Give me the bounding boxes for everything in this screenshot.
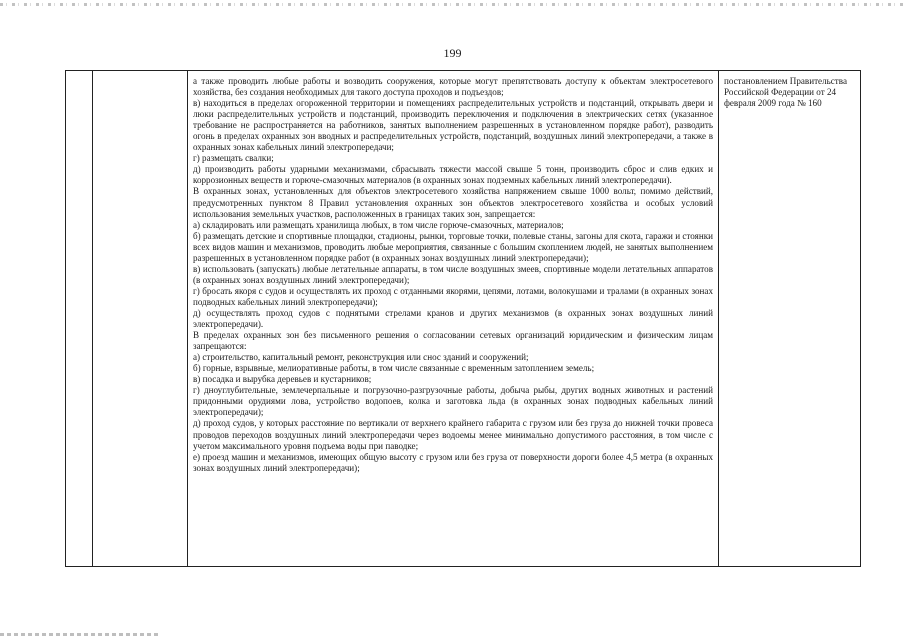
paragraph: в) использовать (запускать) любые летательные аппараты, в том числе воздушных змеев, спортивные модели летательных аппаратов (в охранных зонах воздушных линий электропередачи); — [193, 263, 713, 285]
scan-artifact-bottom — [0, 633, 160, 636]
paragraph: В пределах охранных зон без письменного решения о согласовании сетевых организаций юридическим и физическим лицам запрещаются: — [193, 330, 713, 352]
paragraph: б) размещать детские и спортивные площадки, стадионы, рынки, торговые точки, полевые станы, загоны для скота, гаражи и стоянки всех видов машин и механизмов, проводить любые мероприятия, связанные с большим скоплением людей, не занятых выполнением разрешенных в установленном порядке работ (в охранных зонах воздушных линий электропередачи); — [193, 230, 713, 263]
page-number: 199 — [443, 46, 462, 60]
paragraph: е) проезд машин и механизмов, имеющих общую высоту с грузом или без груза от поверхности дороги более 4,5 метра (в охранных зонах воздушных линий электропередачи); — [193, 451, 713, 473]
paragraph: а) складировать или размещать хранилища любых, в том числе горюче-смазочных, материалов; — [193, 219, 564, 230]
paragraph: г) размещать свалки; — [193, 153, 274, 164]
paragraph: в) посадка и вырубка деревьев и кустарников; — [193, 374, 372, 385]
column-divider — [187, 71, 188, 566]
paragraph: д) осуществлять проход судов с поднятыми стрелами кранов и других механизмов (в охранных зонах воздушных линий электропередачи). — [193, 307, 713, 330]
paragraph: а) строительство, капитальный ремонт, реконструкция или снос зданий и сооружений; — [193, 352, 529, 363]
scan-artifact-top — [0, 3, 905, 6]
paragraph: а также проводить любые работы и возводить сооружения, которые могут препятствовать доступу к объектам электросетевого хозяйства, без создания необходимых для такого доступа проходов и подъездов; — [193, 76, 713, 98]
paragraph: г) дноуглубительные, землечерпальные и погрузочно-разгрузочные работы, добыча рыбы, других водных животных и растений придонными орудиями лова, устройство водопоев, колка и заготовка льда (в охранных зонах подводных кабельных линий электропередачи); — [193, 385, 713, 418]
document-table — [65, 70, 861, 567]
requirements-text — [193, 76, 713, 474]
paragraph: д) проход судов, у которых расстояние по вертикали от верхнего крайнего габарита с грузом или без груза до нижней точки провеса проводов переходов воздушных линий электропередачи через водоемы менее минимально допустимого расстояния, в том числе с учетом максимального уровня подъема воды при паводке; — [193, 418, 713, 451]
legal-basis-cell — [724, 76, 856, 109]
paragraph: В охранных зонах, установленных для объектов электросетевого хозяйства напряжением свыше 1000 вольт, помимо действий, предусмотренных пунктом 8 Правил установления охранных зон объектов электросетевого хозяйства и особых условий использования земельных участков, расположенных в границах таких зон, запрещается: — [193, 186, 713, 219]
paragraph: г) бросать якоря с судов и осуществлять их проход с отданными якорями, цепями, лотами, волокушами и тралами (в охранных зонах подводных кабельных линий электропередачи); — [193, 285, 713, 307]
column-divider — [718, 71, 719, 566]
paragraph: б) горные, взрывные, мелиоративные работы, в том числе связанные с временным затоплением земель; — [193, 363, 595, 374]
paragraph: в) находиться в пределах огороженной территории и помещениях распределительных устройств и подстанций, открывать двери и люки распределительных устройств и подстанций, производить переключения и подключения в электрических сетях (указанное требование не распространяется на работников, занятых выполнением разрешенных в установленном порядке работ), разводить огонь в пределах охранных зон вводных и распределительных устройств, подстанций, воздушных линий электропередачи, а также в охранных зонах кабельных линий электропередачи; — [193, 98, 713, 153]
paragraph: д) производить работы ударными механизмами, сбрасывать тяжести массой свыше 5 тонн, производить сброс и слив едких и коррозионных веществ и горюче-смазочных материалов (в охранных зонах подземных кабельных линий электропередачи). — [193, 164, 713, 186]
legal-basis-text: постановлением Правительства Российской Федерации от 24 февраля 2009 года № 160 — [724, 76, 847, 109]
column-divider — [92, 71, 93, 566]
